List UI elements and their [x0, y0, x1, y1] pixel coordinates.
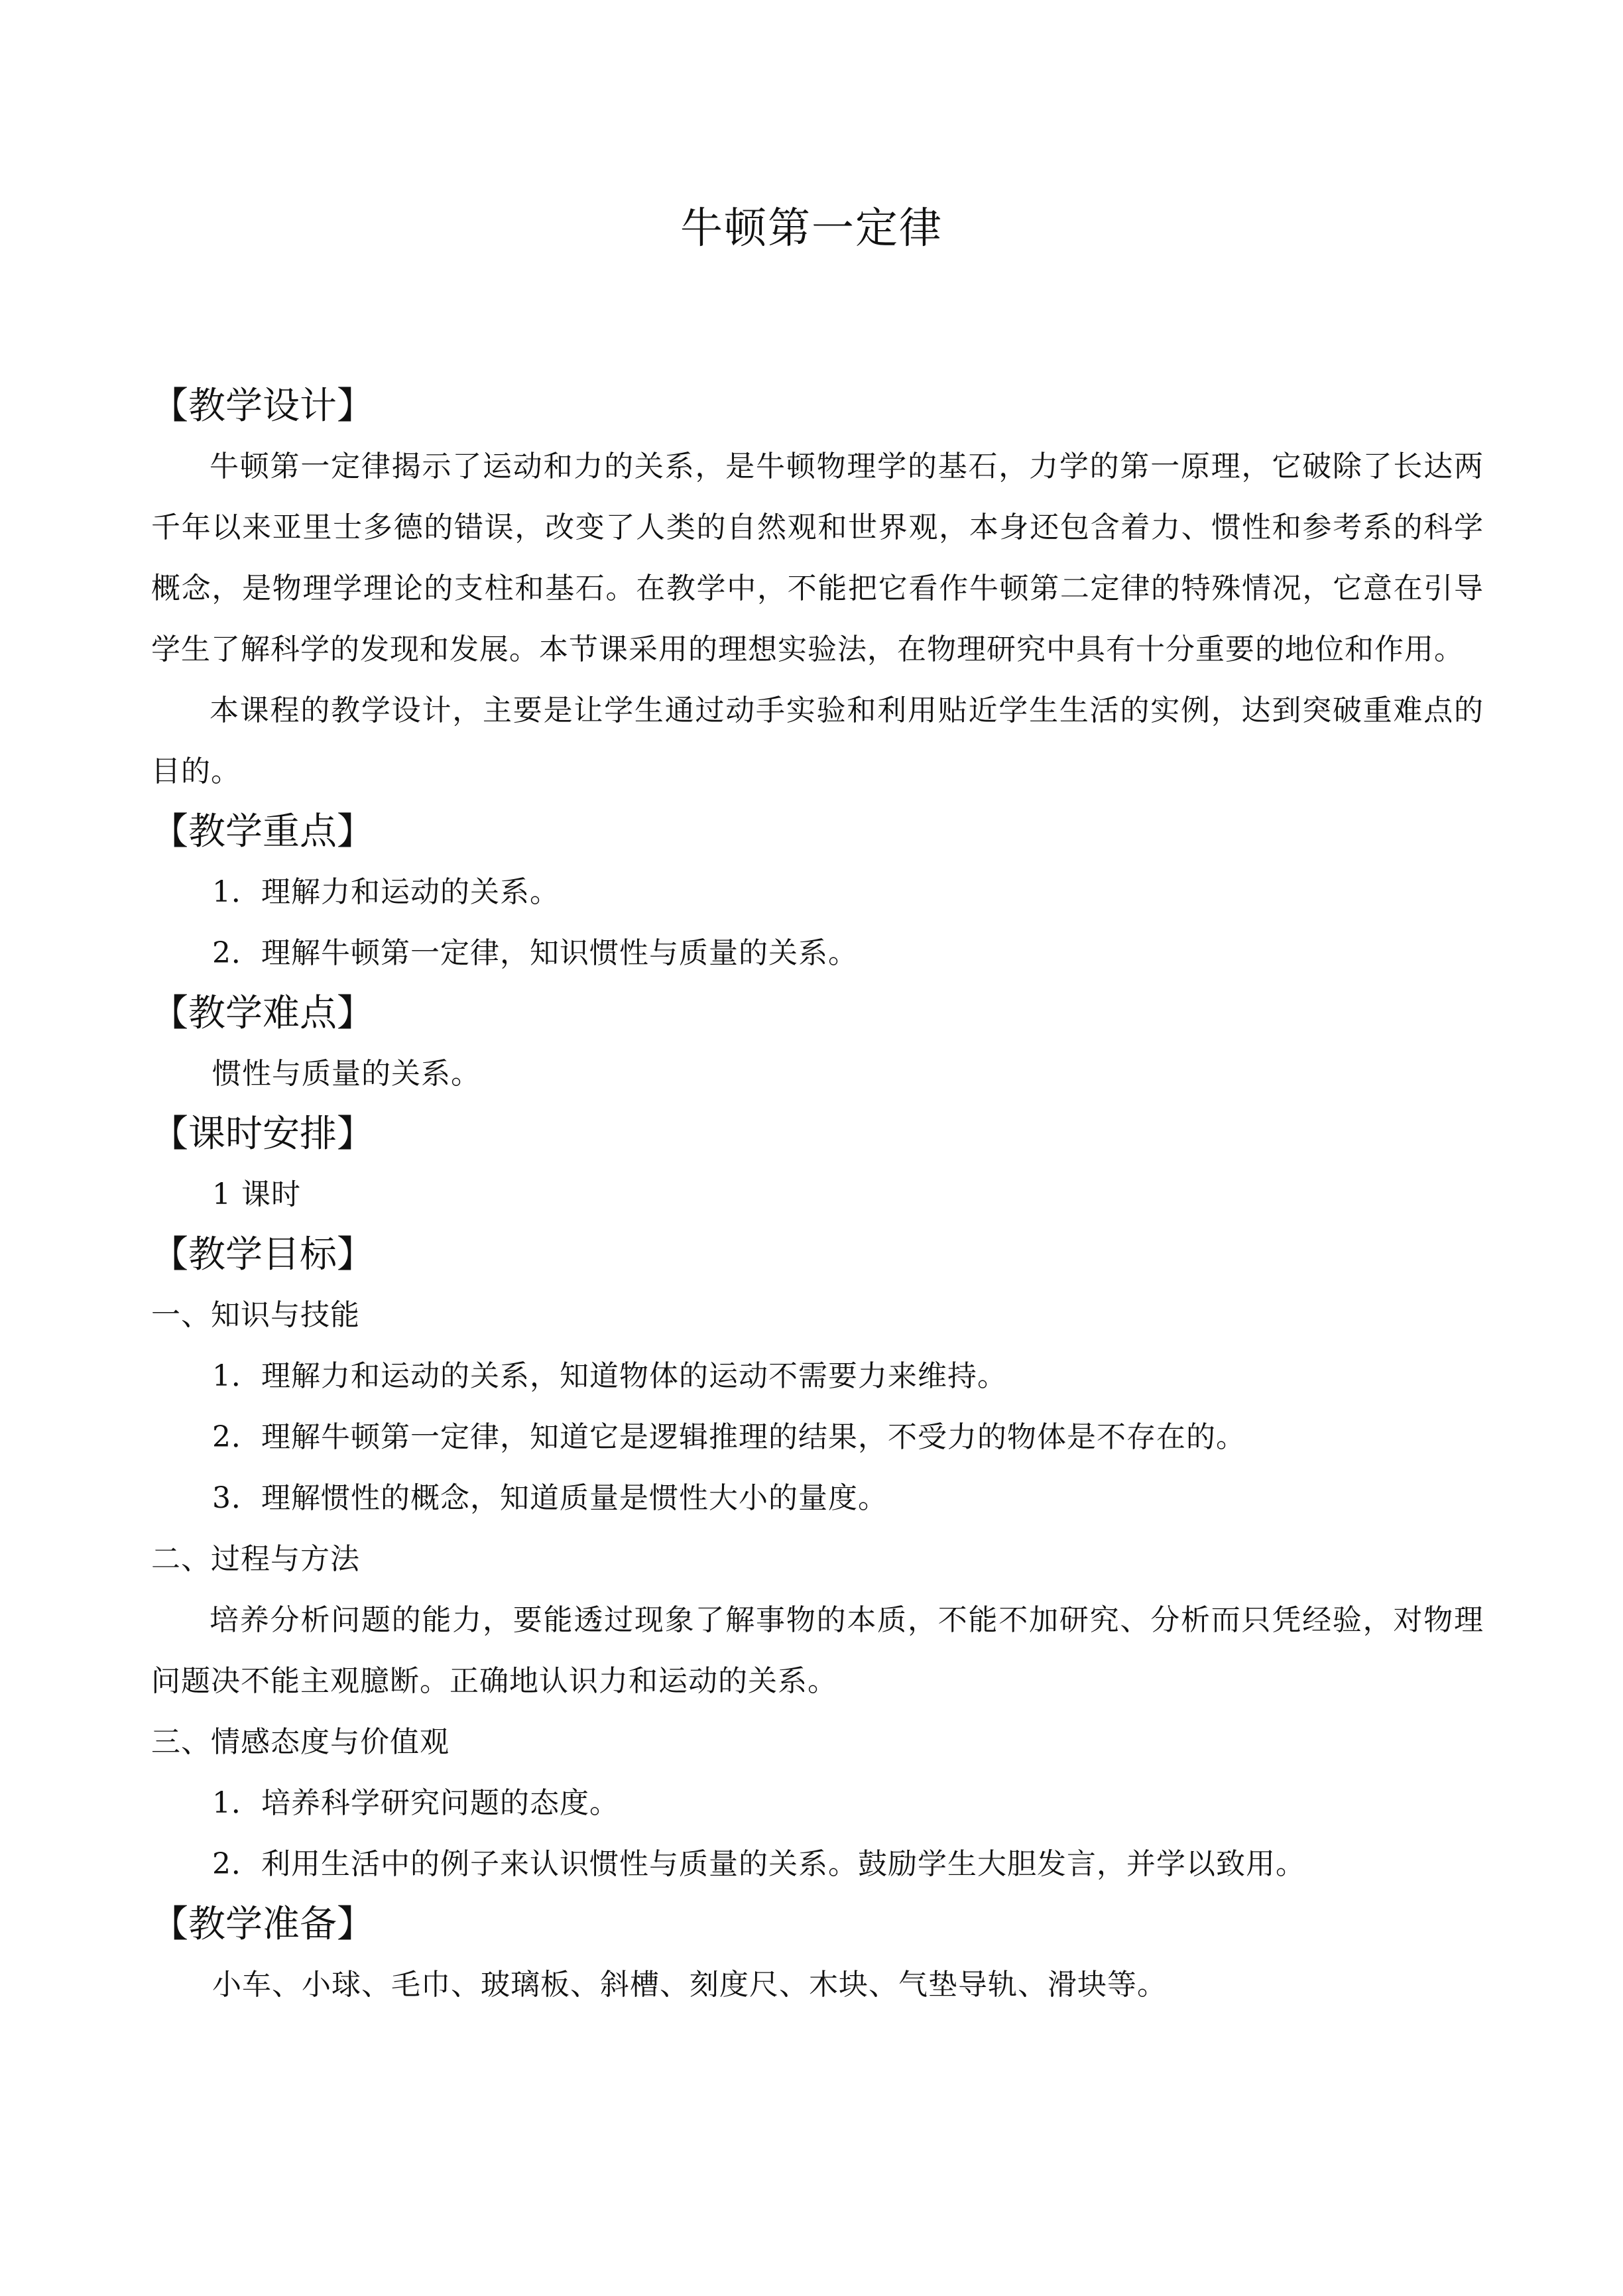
knowledge-item: 3．理解惯性的概念，知道质量是惯性大小的量度。 [212, 1481, 888, 1515]
objective-subheading-attitude: 三、情感态度与价值观 [151, 1725, 450, 1759]
key-point-item: 2．理解牛顿第一定律，知识惯性与质量的关系。 [212, 936, 858, 970]
objective-subheading-knowledge: 一、知识与技能 [151, 1298, 360, 1332]
preparation-text: 小车、小球、毛巾、玻璃板、斜槽、刻度尺、木块、气垫导轨、滑块等。 [212, 1968, 1167, 2002]
key-point-item: 1．理解力和运动的关系。 [212, 875, 560, 909]
process-paragraph: 培养分析问题的能力，要能透过现象了解事物的本质，不能不加研究、分析而只凭经验，对物理问题决不能主观臆断。正确地认识力和运动的关系。 [151, 1603, 1484, 1698]
page-title: 牛顿第一定律 [680, 204, 943, 253]
section-heading-preparation: 【教学准备】 [151, 1903, 374, 1946]
section-heading-design: 【教学设计】 [151, 385, 374, 428]
knowledge-item: 2．理解牛顿第一定律，知道它是逻辑推理的结果，不受力的物体是不存在的。 [212, 1420, 1246, 1454]
schedule-text: 1 课时 [212, 1178, 301, 1211]
attitude-item: 1．培养科学研究问题的态度。 [212, 1786, 619, 1820]
difficulty-text: 惯性与质量的关系。 [212, 1057, 481, 1091]
design-paragraph-2: 本课程的教学设计，主要是让学生通过动手实验和利用贴近学生生活的实例，达到突破重难点的目的。 [151, 694, 1484, 788]
section-heading-schedule: 【课时安排】 [151, 1113, 374, 1156]
attitude-item: 2．利用生活中的例子来认识惯性与质量的关系。鼓励学生大胆发言，并学以致用。 [212, 1847, 1305, 1881]
document-body [151, 377, 1484, 2016]
section-heading-difficulties: 【教学难点】 [151, 992, 374, 1035]
section-heading-key-points: 【教学重点】 [151, 810, 374, 853]
objective-subheading-process: 二、过程与方法 [151, 1542, 360, 1576]
section-heading-objectives: 【教学目标】 [151, 1233, 374, 1276]
design-paragraph-1: 牛顿第一定律揭示了运动和力的关系，是牛顿物理学的基石，力学的第一原理，它破除了长达两千年以来亚里士多德的错误，改变了人类的自然观和世界观，本身还包含着力、惯性和参考系的科学概念，是物理学理论的支柱和基石。在教学中，不能把它看作牛顿第二定律的特殊情况，它意在引导学生了解科学的发现和发展。本节课采用的理想实验法，在物理研究中具有十分重要的地位和作用。 [151, 450, 1484, 666]
knowledge-item: 1．理解力和运动的关系，知道物体的运动不需要力来维持。 [212, 1359, 1007, 1393]
